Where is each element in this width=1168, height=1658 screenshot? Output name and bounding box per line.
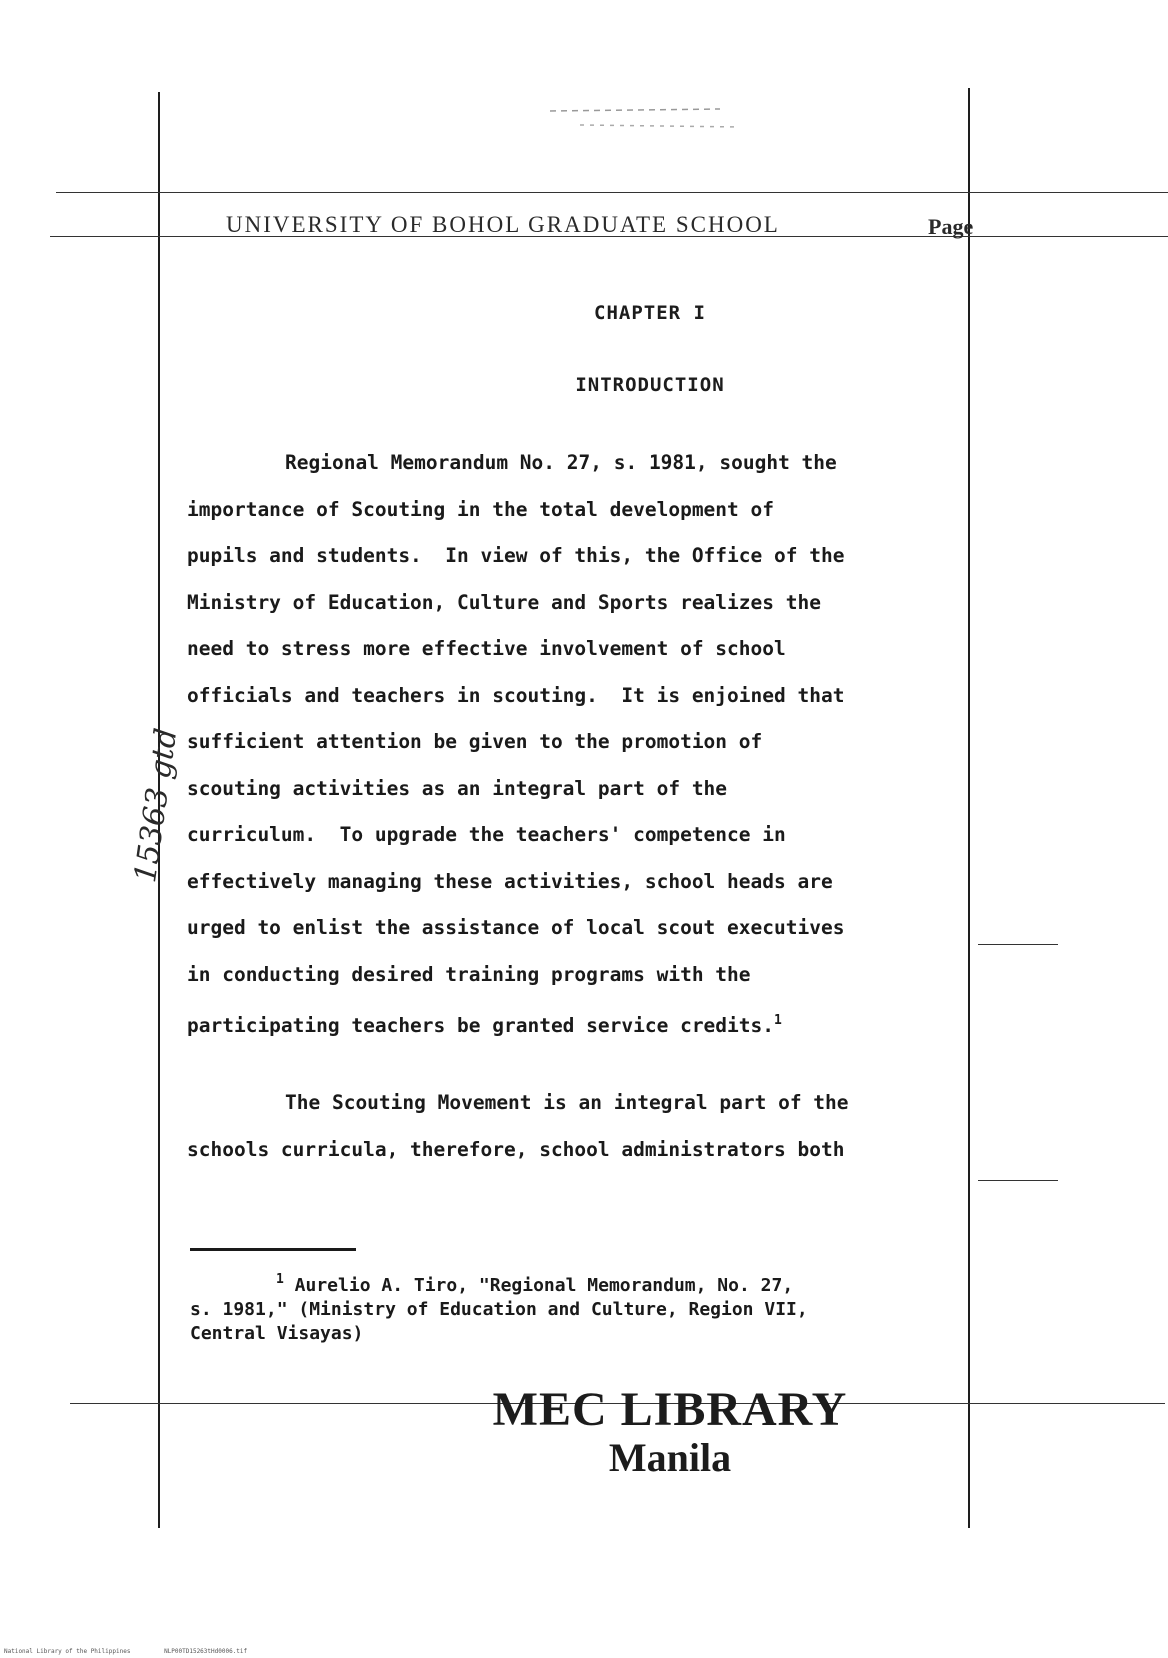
- scan-caption-source: National Library of the Philippines: [4, 1648, 131, 1655]
- text-line: importance of Scouting in the total development of: [187, 497, 774, 521]
- text-line: curriculum. To upgrade the teachers' competence in: [187, 823, 786, 846]
- chapter-title: INTRODUCTION: [575, 374, 725, 396]
- text-line-content: participating teachers be granted service credits.: [187, 1014, 774, 1037]
- chapter-number: CHAPTER I: [594, 302, 706, 324]
- header-page-label: Page: [928, 214, 974, 239]
- scan-smudge: [540, 105, 760, 135]
- header-title: UNIVERSITY OF BOHOL GRADUATE SCHOOL: [226, 212, 780, 237]
- text-line: sufficient attention be given to the promotion of: [187, 730, 763, 753]
- footnote-marker: 1: [276, 1272, 284, 1287]
- text-line: officials and teachers in scouting. It is enjoined that: [187, 683, 845, 707]
- text-line: schools curricula, therefore, school administrators both: [187, 1137, 845, 1161]
- text-line: effectively managing these activities, school heads are: [187, 869, 833, 893]
- footnote-text: Aurelio A. Tiro, "Regional Memorandum, No. 27,: [294, 1275, 794, 1296]
- stamp-line-2: Manila: [608, 1435, 732, 1480]
- text-line: scouting activities as an integral part of the: [187, 776, 728, 800]
- handwritten-note: 15363 gtd: [128, 726, 185, 885]
- footnote-line: [190, 1268, 1020, 1298]
- paragraph-2: [187, 1080, 1017, 1173]
- footnote: [190, 1268, 1020, 1346]
- footnote-line: s. 1981," (Ministry of Education and Culture, Region VII,: [190, 1299, 808, 1320]
- scan-caption: [4, 1648, 277, 1655]
- scan-caption-file: NLP00TD15263tHd0006.tif: [164, 1648, 248, 1655]
- text-line: The Scouting Movement is an integral part of the: [285, 1091, 849, 1114]
- library-stamp: [460, 1383, 880, 1480]
- header-top-rule: [56, 192, 1168, 193]
- text-line: [187, 998, 1017, 1050]
- text-line: in conducting desired training programs with the: [187, 962, 751, 986]
- right-tick-mark: [978, 1180, 1058, 1181]
- footnote-line: Central Visayas): [190, 1323, 364, 1344]
- paragraph-1: [187, 440, 1017, 1050]
- text-line: need to stress more effective involvement of school: [187, 637, 786, 660]
- text-line: pupils and students. In view of this, the Office of the: [187, 544, 845, 567]
- text-line: Regional Memorandum No. 27, s. 1981, sought the: [285, 451, 837, 474]
- footnote-separator: [190, 1248, 356, 1251]
- stamp-line-1: MEC LIBRARY: [492, 1383, 848, 1436]
- text-line: urged to enlist the assistance of local scout executives: [187, 916, 845, 939]
- footnote-reference: 1: [774, 1013, 782, 1028]
- text-line: Ministry of Education, Culture and Sports realizes the: [187, 590, 821, 614]
